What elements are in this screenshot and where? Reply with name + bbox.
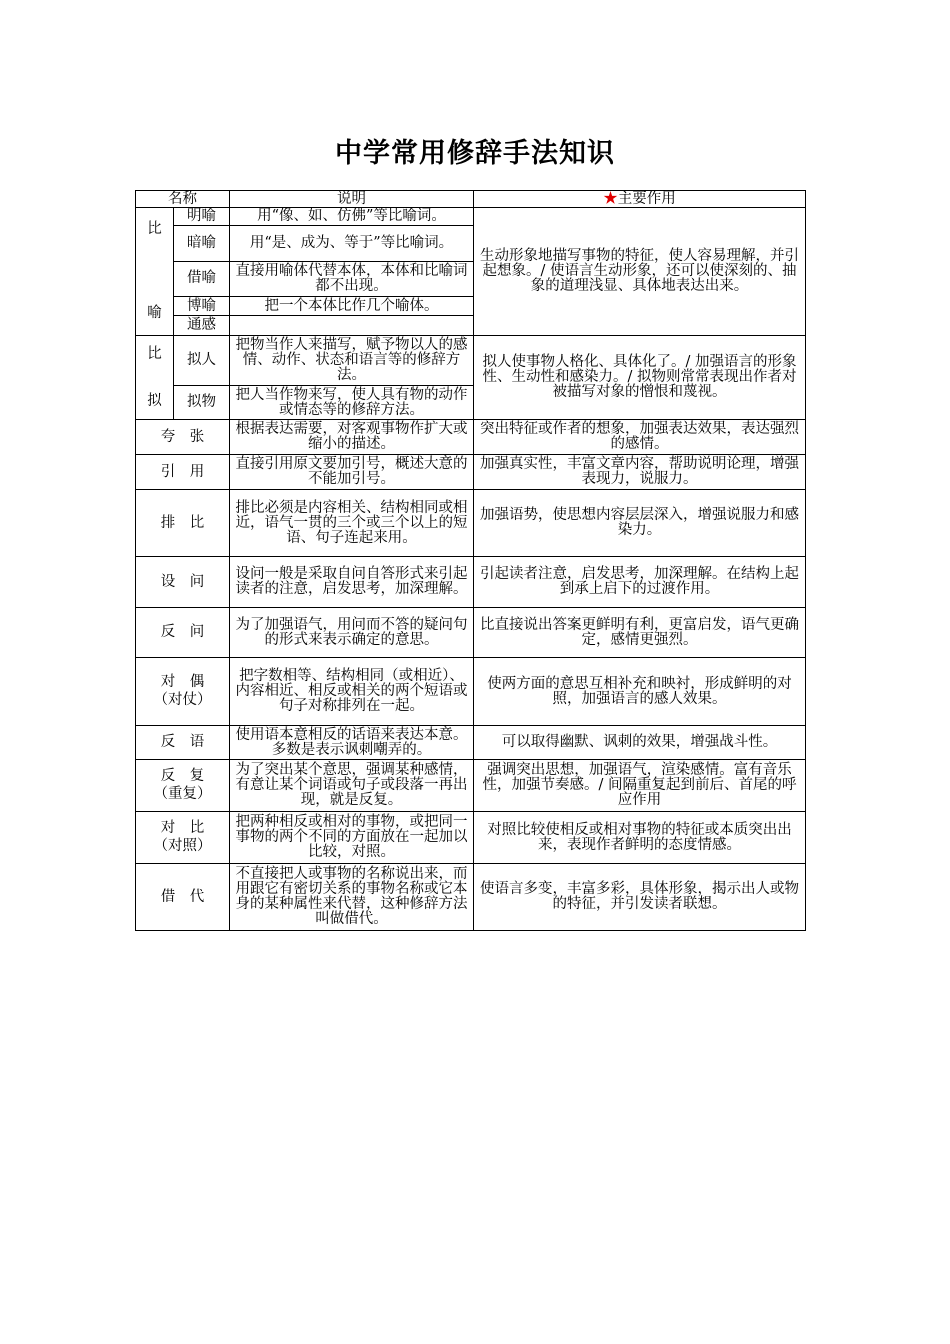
metaphor-effect: 生动形象地描写事物的特征，使人容易理解，并引起想象。/ 使语言生动形象，还可以使深刻的、抽象的道理浅显、具体地表达出来。: [474, 208, 806, 336]
star-icon: ★: [603, 190, 618, 207]
sub-name: 明喻: [174, 208, 230, 226]
sub-desc: 用“像、如、仿佛”等比喻词。: [230, 208, 474, 226]
sub-name: 拟人: [174, 336, 230, 386]
row-name-main: 反 复: [160, 768, 205, 784]
table-row: [136, 420, 806, 455]
row-effect: 强调突出思想，加强语气，渲染感情。富有音乐性，加强节奏感。/ 间隔重复起到前后、首尾的呼应作用: [474, 760, 806, 812]
row-effect: 加强真实性，丰富文章内容，帮助说明论理，增强表现力，说服力。: [474, 455, 806, 490]
row-desc: 把字数相等、结构相同（或相近）、内容相近、相反或相关的两个短语或句子对称排列在一起。: [230, 658, 474, 726]
table-row: [136, 490, 806, 557]
row-name: 借 代: [136, 864, 230, 931]
row-name-main: 对 偶: [160, 674, 205, 690]
row-effect: 使两方面的意思互相补充和映衬，形成鲜明的对照，加强语言的感人效果。: [474, 658, 806, 726]
row-desc: 根据表达需要，对客观事物作扩大或缩小的描述。: [230, 420, 474, 455]
row-desc: 排比必须是内容相关、结构相同或相近，语气一贯的三个或三个以上的短语、句子连起来用。: [230, 490, 474, 557]
sub-name: 暗喻: [174, 225, 230, 261]
metaphor-label-top: 比: [147, 221, 162, 237]
row-name: [136, 658, 230, 726]
row-name-main: 对 比: [160, 820, 205, 836]
row-desc: 把两种相反或相对的事物，或把同一事物的两个不同的方面放在一起加以比较，对照。: [230, 812, 474, 864]
sub-name: 通感: [174, 316, 230, 336]
sub-desc: [230, 316, 474, 336]
row-name: [136, 812, 230, 864]
table-row: [136, 557, 806, 608]
rhetoric-table: [135, 190, 806, 931]
row-effect: 可以取得幽默、讽刺的效果，增强战斗性。: [474, 726, 806, 760]
row-effect: 比直接说出答案更鲜明有利，更富启发，语气更确定，感情更强烈。: [474, 608, 806, 658]
table-row: [136, 208, 806, 226]
table-row: [136, 812, 806, 864]
metaphor-label-bottom: 喻: [147, 305, 162, 321]
table-row: [136, 726, 806, 760]
table-row: [136, 760, 806, 812]
row-desc: 为了加强语气，用问而不答的疑问句的形式来表示确定的意思。: [230, 608, 474, 658]
row-name: [136, 760, 230, 812]
row-effect: 使语言多变，丰富多彩，具体形象，揭示出人或物的特征，并引发读者联想。: [474, 864, 806, 931]
row-desc: 使用语本意相反的话语来表达本意。多数是表示讽刺嘲弄的。: [230, 726, 474, 760]
row-desc: 为了突出某个意思，强调某种感情，有意让某个词语或句子或段落一再出现，就是反复。: [230, 760, 474, 812]
row-name-alt: （对仗）: [153, 692, 212, 708]
row-name: 引 用: [136, 455, 230, 490]
metaphor-label: [136, 208, 174, 336]
row-effect: 加强语势，使思想内容层层深入，增强说服力和感染力。: [474, 490, 806, 557]
table-row: [136, 608, 806, 658]
row-name-alt: （重复）: [153, 786, 212, 802]
header-effect: [474, 191, 806, 208]
header-desc: 说明: [230, 191, 474, 208]
row-name: 反 语: [136, 726, 230, 760]
row-desc: 设问一般是采取自问自答形式来引起读者的注意，启发思考，加深理解。: [230, 557, 474, 608]
sub-desc: 把物当作人来描写，赋予物以人的感情、动作、状态和语言等的修辞方法。: [230, 336, 474, 386]
analogy-label: [136, 336, 174, 420]
table-row: [136, 455, 806, 490]
row-name-alt: （对照）: [153, 838, 212, 854]
row-desc: 不直接把人或事物的名称说出来，而用跟它有密切关系的事物名称或它本身的某种属性来代替，这种修辞方法叫做借代。: [230, 864, 474, 931]
row-effect: 突出特征或作者的想象，加强表达效果，表达强烈的感情。: [474, 420, 806, 455]
table-row: [136, 658, 806, 726]
row-effect: 引起读者注意，启发思考，加深理解。在结构上起到承上启下的过渡作用。: [474, 557, 806, 608]
sub-name: 博喻: [174, 297, 230, 316]
analogy-label-bottom: 拟: [147, 392, 162, 409]
analogy-effect: 拟人使事物人格化、具体化了。/ 加强语言的形象性、生动性和感染力。/ 拟物则常常表现出作者对被描写对象的憎恨和蔑视。: [474, 336, 806, 420]
sub-desc: 用“是、成为、等于”等比喻词。: [230, 225, 474, 261]
header-name: 名称: [136, 191, 230, 208]
row-name: 夸 张: [136, 420, 230, 455]
header-effect-label: 主要作用: [617, 190, 676, 207]
sub-desc: 直接用喻体代替本体，本体和比喻词都不出现。: [230, 261, 474, 297]
row-desc: 直接引用原文要加引号，概述大意的不能加引号。: [230, 455, 474, 490]
sub-desc: 把人当作物来写，使人具有物的动作或情态等的修辞方法。: [230, 386, 474, 420]
sub-desc: 把一个本体比作几个喻体。: [230, 297, 474, 316]
sub-name: 拟物: [174, 386, 230, 420]
page-title: 中学常用修辞手法知识: [335, 138, 615, 169]
sub-name: 借喻: [174, 261, 230, 297]
row-name: 设 问: [136, 557, 230, 608]
table-row: [136, 336, 806, 386]
row-effect: 对照比较使相反或相对事物的特征或本质突出出来，表现作者鲜明的态度情感。: [474, 812, 806, 864]
analogy-label-top: 比: [147, 345, 162, 362]
table-row: [136, 864, 806, 931]
row-name: 排 比: [136, 490, 230, 557]
row-name: 反 问: [136, 608, 230, 658]
header-row: [136, 191, 806, 208]
